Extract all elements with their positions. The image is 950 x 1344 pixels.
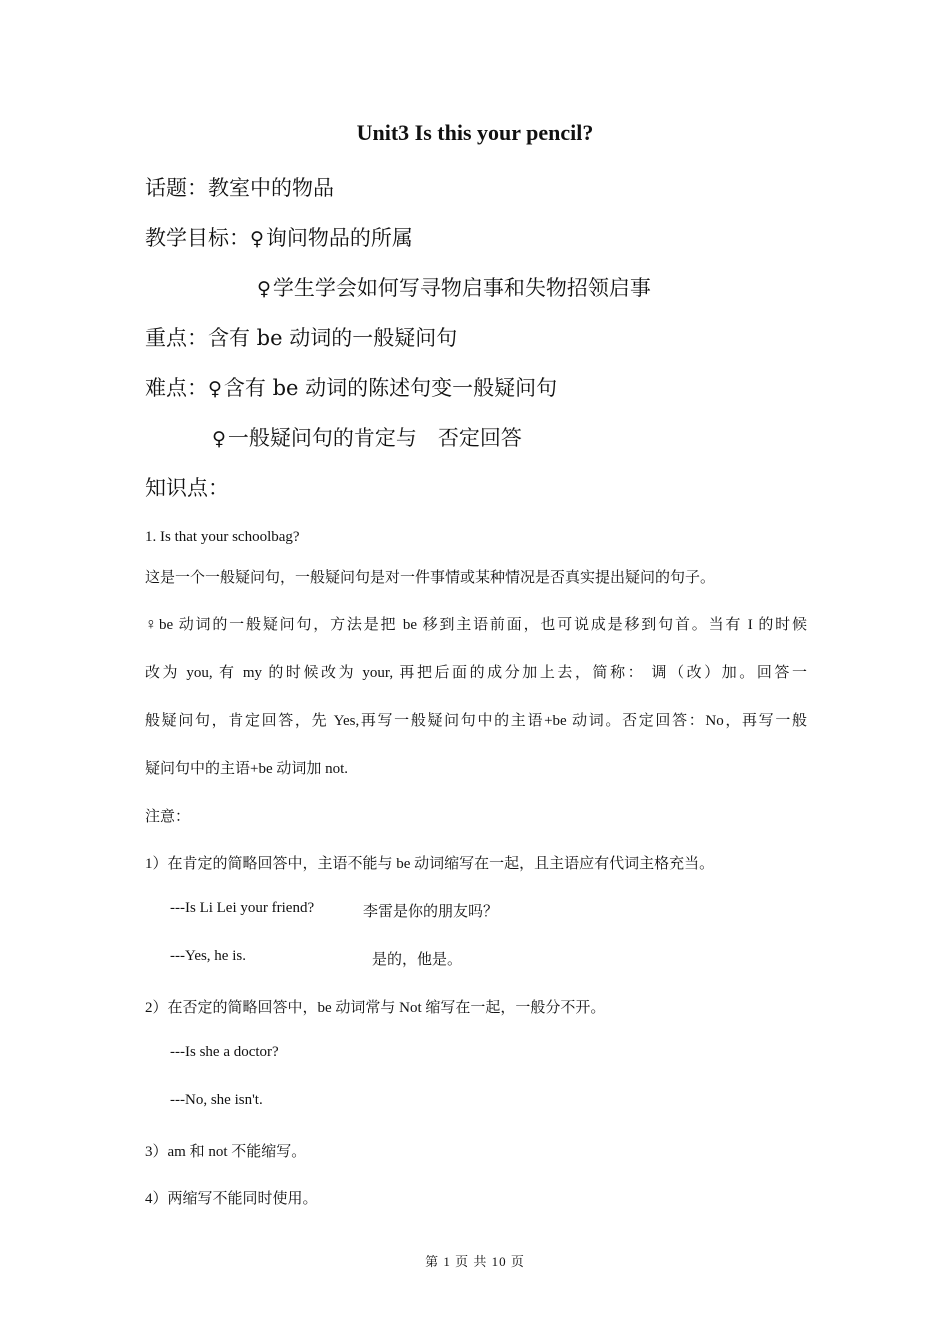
note-2-answer: ---No, she isn't. (170, 1092, 263, 1108)
item1-heading: 1. Is that your schoolbag? (145, 529, 300, 545)
key-point-line (145, 322, 457, 352)
note-label: 注意： (145, 809, 191, 825)
note-2: 2）在否定的简略回答中，be 动词常与 Not 缩写在一起，一般分不开。 (145, 1000, 606, 1016)
goals-line (145, 222, 413, 252)
note-1-question-cn: 李雷是你的朋友吗？ (363, 904, 499, 920)
bullet-symbol-icon: ♀ (208, 378, 222, 400)
difficulty-item-1: 含有 be 动词的陈述句变一般疑问句 (223, 376, 558, 400)
item1-definition: 这是一个一般疑问句，一般疑问句是对一件事情或某种情况是否真实提出疑问的句子。 (145, 570, 716, 586)
note-1-answer: ---Yes, he is. (170, 948, 246, 964)
goals-item-2: 学生学会如何写寻物启事和失物招领启事 (272, 276, 651, 300)
goals-item-1: 询问物品的所属 (265, 226, 413, 250)
topic-text: 教室中的物品 (208, 176, 334, 200)
topic-line (145, 172, 334, 202)
key-point-text: 含有 be 动词的一般疑问句 (208, 326, 458, 350)
note-1: 1）在肯定的简略回答中，主语不能与 be 动词缩写在一起，且主语应有代词主格充当。 (145, 856, 715, 872)
note-3: 3）am 和 not 不能缩写。 (145, 1144, 307, 1160)
difficulty-line-2 (212, 422, 522, 452)
page-title: Unit3 Is this your pencil? (356, 120, 594, 145)
bullet-symbol-icon: ♀ (250, 228, 264, 250)
explanation-line-2: 改为 you, 有 my 的时候改为 your, 再把后面的成分加上去，简称： 调（改）加。回答一 (145, 665, 807, 681)
explanation-line-3: 般疑问句，肯定回答，先 Yes,再写一般疑问句中的主语+be 动词。否定回答：No，再写一般 (145, 713, 807, 729)
note-4: 4）两缩写不能同时使用。 (145, 1191, 318, 1207)
explanation-line-1: ♀ be 动词的一般疑问句，方法是把 be 移到主语前面，也可说成是移到句首。当有 I 的时候 (145, 616, 807, 633)
note-2-question: ---Is she a doctor? (170, 1044, 279, 1060)
bullet-symbol-icon: ♀ (212, 428, 226, 450)
difficulty-line (145, 372, 557, 402)
page-footer: 第 1 页 共 10 页 (425, 1254, 525, 1269)
note-1-question: ---Is Li Lei your friend? (170, 900, 315, 916)
difficulty-label: 难点： (145, 376, 208, 400)
topic-label: 话题： (145, 176, 208, 200)
explanation-line-4: 疑问句中的主语+be 动词加 not. (145, 761, 349, 777)
goals-line-2 (257, 272, 651, 302)
knowledge-label: 知识点： (145, 476, 229, 500)
key-point-label: 重点： (145, 326, 208, 350)
goals-label: 教学目标： (145, 226, 250, 250)
difficulty-item-2: 一般疑问句的肯定与 否定回答 (227, 426, 522, 450)
bullet-symbol-icon: ♀ (257, 278, 271, 300)
bullet-symbol-icon: ♀ (145, 616, 157, 633)
note-1-answer-cn: 是的，他是。 (372, 952, 463, 968)
